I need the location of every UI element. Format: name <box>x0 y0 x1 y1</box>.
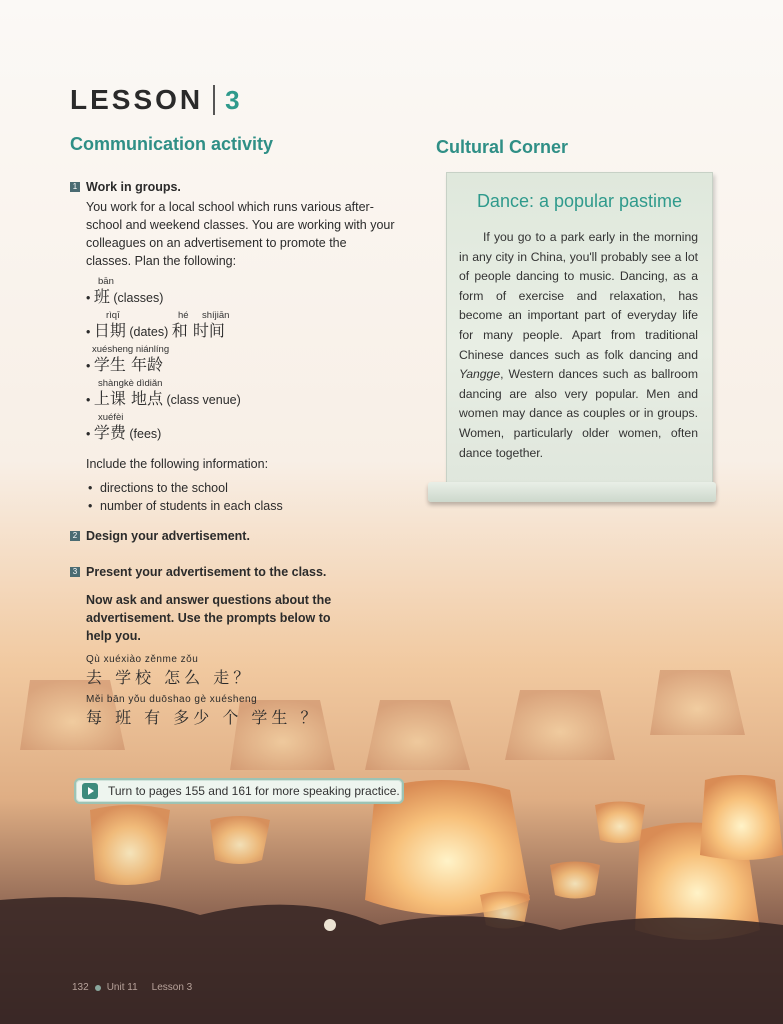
pinyin-text: shàngkè dìdiǎn <box>98 378 163 389</box>
pinyin <box>86 310 395 322</box>
step-3 <box>70 563 395 581</box>
scroll-title: Dance: a popular pastime <box>476 191 683 211</box>
hanzi: 和 时间 <box>171 321 225 340</box>
lesson-divider <box>213 85 215 115</box>
scroll-roll <box>428 482 716 502</box>
pinyin-text: xuéfèi <box>98 412 124 423</box>
prompt-1-pinyin: Qù xuéxiào zěnme zǒu <box>86 654 199 665</box>
pinyin-text: rìqī <box>106 310 120 321</box>
cultural-corner-scroll <box>446 172 713 492</box>
step-number-badge: 3 <box>70 567 80 577</box>
pinyin <box>86 412 395 424</box>
hanzi: 学费 <box>93 423 126 442</box>
plan-item: xuésheng niánlíng • 学生 年龄 <box>86 344 395 375</box>
plan-item: xuéfèi • 学费 (fees) <box>86 412 395 443</box>
prompt-2-pinyin: Měi bān yǒu duōshao gè xuésheng <box>86 694 258 705</box>
prompt-2-hanzi: 每 班 有 多少 个 学生 ？ <box>86 708 321 727</box>
step-3-body: Now ask and answer questions about the advertisement. Use the prompts below to help you. <box>86 593 332 643</box>
pinyin-text: shíjiān <box>202 310 230 321</box>
pinyin-text: bān <box>98 276 114 287</box>
lesson-number: 3 <box>225 84 240 115</box>
pinyin-text: hé <box>178 310 189 321</box>
plan-item: bān • 班 (classes) <box>86 276 395 307</box>
include-list <box>70 479 395 515</box>
step-number-badge: 2 <box>70 531 80 541</box>
footer-unit: Unit 11 <box>106 982 138 993</box>
pinyin <box>86 344 395 356</box>
step-1-body: You work for a local school which runs various after-school and weekend classes. You are working with your colleagues on an advertisement to promote the classes. Plan the following: <box>86 200 395 268</box>
hanzi: 日期 <box>93 321 126 340</box>
step-number-badge: 1 <box>70 182 80 192</box>
scroll-text-part: , Western dances such as ballroom dancing are also very popular. Men and women may dance as couples or in groups. Women, particularly older women, often dance together. <box>459 367 698 460</box>
include-label: Include the following information: <box>86 457 269 471</box>
arrow-icon <box>82 783 98 799</box>
hanzi: 班 <box>93 287 110 306</box>
lesson-header <box>70 84 240 116</box>
lesson-word: LESSON <box>70 84 204 115</box>
activity-column <box>70 178 395 731</box>
pinyin <box>86 378 395 390</box>
footer-lesson: Lesson 3 <box>151 982 193 993</box>
dot-icon <box>95 985 101 991</box>
page-number: 132 <box>72 982 89 993</box>
gloss: (dates) <box>129 325 169 339</box>
gloss: (class venue) <box>166 393 241 407</box>
note-text: Turn to pages 155 and 161 for more speaking practice. <box>108 784 400 798</box>
plan-item: rìqī hé shíjiān • 日期 (dates) 和 时间 <box>86 310 395 341</box>
pinyin-text: xuésheng niánlíng <box>92 344 170 355</box>
cultural-corner-title: Cultural Corner <box>436 137 569 157</box>
plan-item: shàngkè dìdiǎn • 上课 地点 (class venue) <box>86 378 395 409</box>
scroll-text <box>459 228 698 463</box>
plan-list <box>70 276 395 443</box>
list-item: • number of students in each class <box>100 497 395 515</box>
pinyin <box>86 276 395 288</box>
gloss: (classes) <box>113 291 164 305</box>
scroll-text-italic: Yangge <box>459 367 501 382</box>
hanzi: 上课 地点 <box>93 389 163 408</box>
list-item: • directions to the school <box>100 479 395 497</box>
prompt-1-hanzi: 去 学校 怎么 走？ <box>86 668 254 687</box>
step-1 <box>70 178 395 196</box>
step-2 <box>70 527 395 545</box>
step-title: Design your advertisement. <box>86 529 250 543</box>
step-title: Work in groups. <box>86 180 181 194</box>
step-title: Present your advertisement to the class. <box>86 565 327 579</box>
communication-activity-title: Communication activity <box>70 134 274 154</box>
speaking-practice-note <box>74 778 404 804</box>
gloss: (fees) <box>129 427 162 441</box>
hanzi: 学生 年龄 <box>93 355 163 374</box>
page-footer <box>72 982 192 993</box>
scroll-text-part: If you go to a park early in the morning in any city in China, you'll probably see a lot of people dancing to music. Dancing, as a form of exercise and relaxation, has become an important part of everyday life for many people. Apart from traditional Chinese dances such as folk dancing and <box>459 230 698 362</box>
